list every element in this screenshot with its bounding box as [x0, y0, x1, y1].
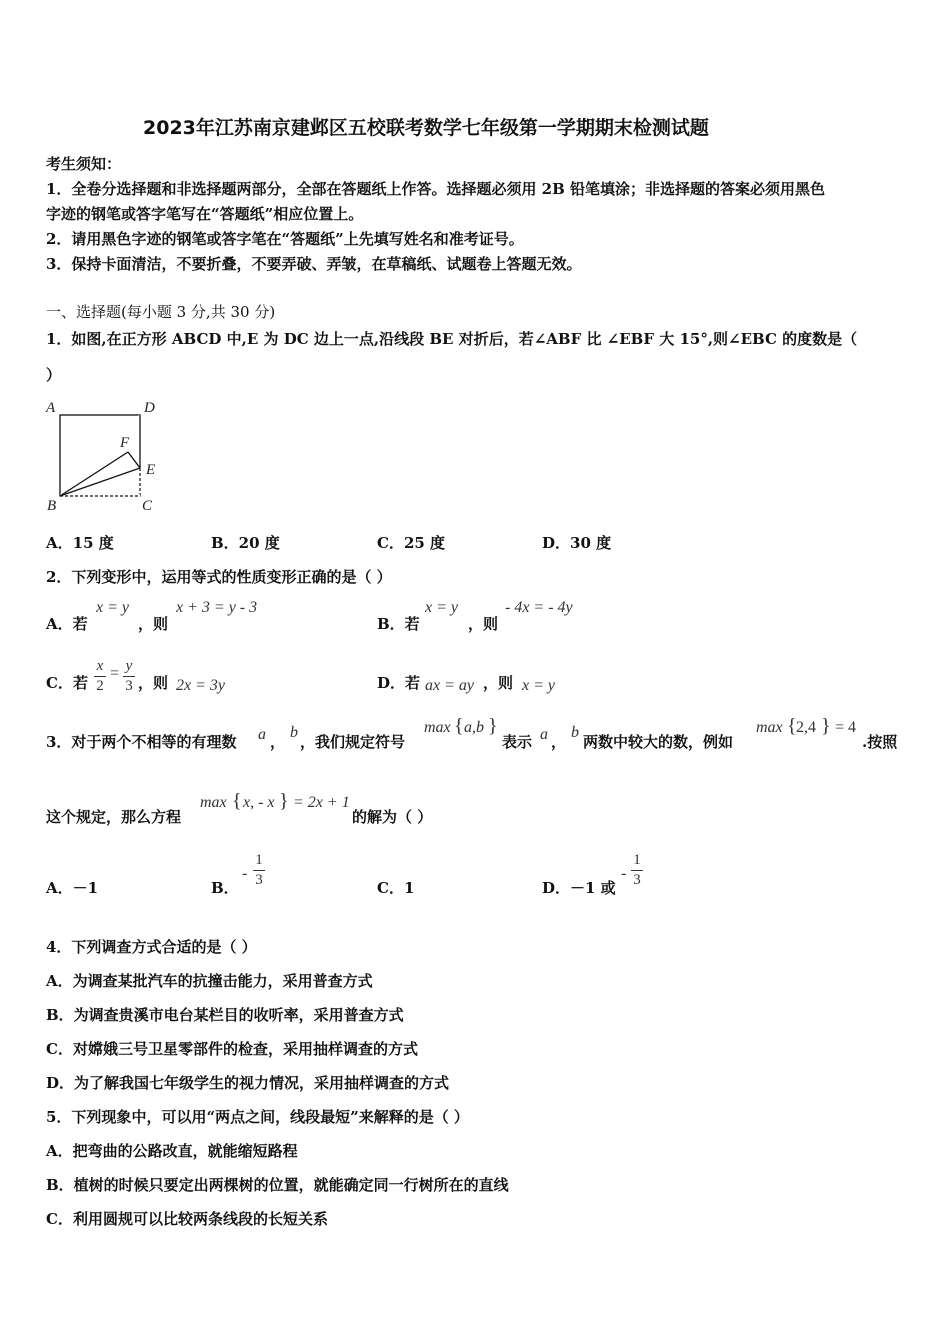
q2-b-condition: x = y	[425, 599, 458, 616]
q1-stem-cont: ）	[46, 366, 62, 384]
q1-stem: 1．如图,在正方形 ABCD 中,E 为 DC 边上一点,沿线段 BE 对折后，若∠ABF 比 ∠EBF 大 15°,则∠EBC 的度数是（	[46, 330, 858, 348]
q2-d-result: x = y	[522, 677, 555, 694]
q3-brace-close-3: }	[279, 790, 289, 812]
notice-line-1: 1．全卷分选择题和非选择题两部分，全部在答题纸上作答。选择题必须用 2B 铅笔填涂；非选择题的答案必须用黑色	[46, 180, 826, 198]
q3-equation-rhs: = 2x + 1	[293, 794, 350, 811]
q3-brace-close-1: }	[488, 715, 498, 737]
q3-args-1: a,b	[464, 719, 484, 736]
q3-b-fraction: 1 3	[253, 852, 265, 889]
q4-option-b[interactable]: B．为调查贵溪市电台某栏目的收听率，采用普查方式	[46, 1006, 404, 1024]
q2-b-result: - 4x = - 4y	[505, 599, 573, 616]
q2-c-equals: =	[110, 665, 120, 682]
q2-a-if: A．若	[46, 615, 88, 633]
q3-max-1: max	[424, 719, 451, 736]
q3-text-1: 3．对于两个不相等的有理数	[46, 733, 237, 751]
q2-d-if: D．若	[377, 674, 421, 692]
q3-text-7: 的解为（ ）	[352, 808, 433, 826]
q2-d-then: ，则	[483, 674, 514, 692]
q2-a-then: ，则	[138, 615, 169, 633]
label-b: B	[47, 498, 57, 514]
q3-d-minus: -	[621, 865, 627, 882]
notice-line-1-cont: 字迹的钢笔或答字笔写在“答题纸”相应位置上。	[46, 205, 364, 223]
q3-brace-open-3: {	[232, 790, 242, 812]
q3-text-5: .按照	[862, 733, 898, 751]
q3-example-value: = 4	[835, 719, 857, 736]
q4-option-a[interactable]: A．为调查某批汽车的抗撞击能力，采用普查方式	[46, 972, 373, 990]
q2-b-then: ，则	[468, 615, 499, 633]
q3-option-c[interactable]: C．1	[377, 879, 415, 897]
q4-option-d[interactable]: D．为了解我国七年级学生的视力情况，采用抽样调查的方式	[46, 1074, 450, 1092]
q2-stem: 2．下列变形中，运用等式的性质变形正确的是（ ）	[46, 568, 392, 586]
q3-d-fraction: 1 3	[631, 852, 643, 889]
q3-var-a: a	[258, 726, 266, 743]
q3-var-b-2: b	[571, 724, 579, 741]
q2-a-result: x + 3 = y - 3	[176, 599, 258, 616]
q3-max-3: max	[200, 794, 227, 811]
q3-brace-open-2: {	[787, 715, 797, 737]
q5-stem: 5．下列现象中，可以用“两点之间，线段最短”来解释的是（ ）	[46, 1108, 469, 1126]
section-heading: 一、选择题(每小题 3 分,共 30 分)	[46, 303, 276, 321]
label-a: A	[46, 400, 56, 416]
segment-fe	[128, 452, 140, 468]
q1-option-b[interactable]: B．20 度	[211, 534, 280, 552]
q3-b-minus: -	[242, 865, 248, 882]
q3-text-2: ，我们规定符号	[300, 733, 406, 751]
q3-brace-open-1: {	[454, 715, 464, 737]
q3-args-3: x, - x	[243, 794, 275, 811]
q4-option-c[interactable]: C．对嫦娥三号卫星零部件的检查，采用抽样调查的方式	[46, 1040, 418, 1058]
q5-option-c[interactable]: C．利用圆规可以比较两条线段的长短关系	[46, 1210, 328, 1228]
label-d: D	[144, 400, 155, 416]
exam-title: 2023年江苏南京建邺区五校联考数学七年级第一学期期末检测试题	[143, 117, 709, 139]
q3-args-2: 2,4	[796, 719, 816, 736]
label-c: C	[142, 498, 153, 514]
q1-option-c[interactable]: C．25 度	[377, 534, 446, 552]
notice-line-2: 2．请用黑色字迹的钢笔或答字笔在“答题纸”上先填写姓名和准考证号。	[46, 230, 524, 248]
square-abcd	[60, 415, 140, 496]
q3-option-a[interactable]: A．－1	[46, 879, 99, 897]
q3-max-2: max	[756, 719, 783, 736]
q3-b-label: B．	[211, 879, 239, 897]
q1-square-figure	[40, 395, 170, 515]
q3-brace-close-2: }	[821, 715, 831, 737]
q2-c-fraction-x: x 2	[94, 658, 106, 695]
q2-c-then: ，则	[138, 674, 169, 692]
q2-c-result: 2x = 3y	[176, 677, 225, 694]
q2-c-fraction-y: y 3	[123, 658, 135, 695]
segment-be	[60, 468, 140, 496]
q3-var-b: b	[290, 724, 298, 741]
q3-text-6: 这个规定，那么方程	[46, 808, 182, 826]
q2-d-condition: ax = ay	[425, 677, 474, 694]
q3-var-a-2: a	[540, 726, 548, 743]
q3-text-4: 两数中较大的数，例如	[583, 733, 734, 751]
q3-comma-2: ，	[551, 733, 567, 751]
notice-line-3: 3．保持卡面清洁，不要折叠，不要弄破、弄皱，在草稿纸、试题卷上答题无效。	[46, 255, 582, 273]
label-e: E	[146, 462, 156, 478]
q1-option-a[interactable]: A．15 度	[46, 534, 114, 552]
q5-option-b[interactable]: B．植树的时候只要定出两棵树的位置，就能确定同一行树所在的直线	[46, 1176, 509, 1194]
q2-b-if: B．若	[377, 615, 420, 633]
q1-option-d[interactable]: D．30 度	[542, 534, 612, 552]
q5-option-a[interactable]: A．把弯曲的公路改直，就能缩短路程	[46, 1142, 298, 1160]
segment-bf	[60, 452, 128, 496]
q4-stem: 4．下列调查方式合适的是（ ）	[46, 938, 257, 956]
label-f: F	[120, 435, 130, 451]
q2-c-if: C．若	[46, 674, 88, 692]
q3-text-3: 表示	[502, 733, 533, 751]
q3-d-label: D．－1 或	[542, 879, 616, 897]
notice-heading: 考生须知：	[46, 155, 122, 173]
q2-a-condition: x = y	[96, 599, 129, 616]
q3-comma-1: ，	[270, 733, 286, 751]
